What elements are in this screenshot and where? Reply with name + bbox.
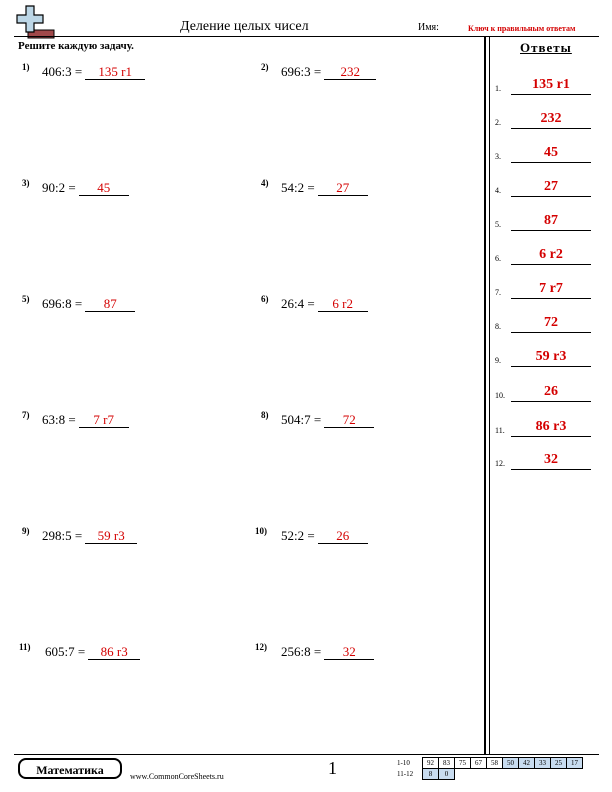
answer-key-item xyxy=(495,212,595,232)
problem-number: 8) xyxy=(261,410,269,420)
answer-key-item xyxy=(495,76,595,96)
answer-key-item xyxy=(495,383,595,403)
answer-key-value: 32 xyxy=(511,451,591,470)
answer-key-item xyxy=(495,418,595,438)
answer-field[interactable]: 87 xyxy=(85,297,135,312)
answer-key-item xyxy=(495,451,595,471)
answer-key-value: 6 r2 xyxy=(511,246,591,265)
problem-expression: 256:8 = xyxy=(281,644,322,659)
answer-key-number: 12. xyxy=(495,459,505,468)
score-cell: 42 xyxy=(519,758,535,769)
column-divider xyxy=(484,37,486,754)
problem-expression: 63:8 = xyxy=(42,412,76,427)
answer-field[interactable]: 7 r7 xyxy=(79,413,129,428)
score-row xyxy=(397,769,583,780)
problem-expression: 406:3 = xyxy=(42,64,83,79)
score-cell: 92 xyxy=(423,758,439,769)
answer-key-number: 5. xyxy=(495,220,501,229)
answer-key-item xyxy=(495,348,595,368)
score-row-label: 11-12 xyxy=(397,770,414,778)
problem-expression: 52:2 = xyxy=(281,528,315,543)
answer-key-number: 6. xyxy=(495,254,501,263)
answer-key-number: 10. xyxy=(495,391,505,400)
instructions: Решите каждую задачу. xyxy=(18,40,134,52)
answer-key-value: 87 xyxy=(511,212,591,231)
problem-number: 1) xyxy=(22,62,30,72)
problem-expression: 605:7 = xyxy=(45,644,86,659)
answer-field[interactable]: 135 r1 xyxy=(85,65,145,80)
answer-key-number: 8. xyxy=(495,322,501,331)
problem-number: 12) xyxy=(255,642,267,652)
score-cell: 58 xyxy=(487,758,503,769)
answer-field[interactable]: 6 r2 xyxy=(318,297,368,312)
problem-expression: 90:2 = xyxy=(42,180,76,195)
score-cell: 67 xyxy=(471,758,487,769)
answer-key-item xyxy=(495,178,595,198)
answer-field[interactable]: 86 r3 xyxy=(88,645,140,660)
score-row xyxy=(397,758,583,769)
answer-field[interactable]: 27 xyxy=(318,181,368,196)
answer-key-number: 9. xyxy=(495,356,501,365)
answer-field[interactable]: 59 r3 xyxy=(85,529,137,544)
answer-key-value: 59 r3 xyxy=(511,348,591,367)
answer-key-value: 26 xyxy=(511,383,591,402)
score-cell: 33 xyxy=(535,758,551,769)
score-cell: 0 xyxy=(439,769,455,780)
answer-key-value: 86 r3 xyxy=(511,418,591,437)
answer-key-item xyxy=(495,280,595,300)
score-cell: 83 xyxy=(439,758,455,769)
problem-number: 7) xyxy=(22,410,30,420)
name-label: Имя: xyxy=(418,22,439,33)
answer-key-label: Ключ к правильным ответам xyxy=(468,24,576,33)
answer-key-value: 27 xyxy=(511,178,591,197)
answer-key-number: 1. xyxy=(495,84,501,93)
page-number: 1 xyxy=(328,758,337,778)
answer-key-value: 135 r1 xyxy=(511,76,591,95)
worksheet-title: Деление целых чисел xyxy=(180,19,309,34)
problem-expression: 504:7 = xyxy=(281,412,322,427)
problem-expression: 54:2 = xyxy=(281,180,315,195)
answer-field[interactable]: 26 xyxy=(318,529,368,544)
problem-number: 9) xyxy=(22,526,30,536)
plus-logo-icon xyxy=(14,4,58,40)
score-cell: 17 xyxy=(567,758,583,769)
problem-number: 10) xyxy=(255,526,267,536)
answer-key-title: Ответы xyxy=(520,40,572,55)
answer-key-item xyxy=(495,246,595,266)
answer-key-number: 2. xyxy=(495,118,501,127)
score-cell: 25 xyxy=(551,758,567,769)
answer-key-value: 232 xyxy=(511,110,591,129)
answer-key-number: 11. xyxy=(495,426,505,435)
problem-expression: 26:4 = xyxy=(281,296,315,311)
answer-field[interactable]: 32 xyxy=(324,645,374,660)
answer-key-item xyxy=(495,144,595,164)
score-cell: 50 xyxy=(503,758,519,769)
header-divider xyxy=(14,36,599,37)
score-cell: 8 xyxy=(423,769,439,780)
problem-expression: 696:8 = xyxy=(42,296,83,311)
brand-badge: Математика xyxy=(18,758,122,779)
answer-key-number: 4. xyxy=(495,186,501,195)
score-row-label: 1-10 xyxy=(397,759,410,767)
problem-expression: 298:5 = xyxy=(42,528,83,543)
answer-key-item xyxy=(495,314,595,334)
answer-key-value: 7 r7 xyxy=(511,280,591,299)
problem-number: 11) xyxy=(19,642,31,652)
column-divider xyxy=(489,37,490,754)
answer-key-number: 3. xyxy=(495,152,501,161)
score-table xyxy=(397,757,583,780)
problem-number: 6) xyxy=(261,294,269,304)
answer-key-value: 45 xyxy=(511,144,591,163)
problem-number: 2) xyxy=(261,62,269,72)
answer-key-item xyxy=(495,110,595,130)
problem-expression: 696:3 = xyxy=(281,64,322,79)
footer-divider xyxy=(14,754,599,755)
answer-field[interactable]: 232 xyxy=(324,65,376,80)
answer-key-number: 7. xyxy=(495,288,501,297)
score-cell: 75 xyxy=(455,758,471,769)
problem-number: 4) xyxy=(261,178,269,188)
problem-number: 3) xyxy=(22,178,30,188)
answer-field[interactable]: 45 xyxy=(79,181,129,196)
problem-number: 5) xyxy=(22,294,30,304)
site-link[interactable]: www.CommonCoreSheets.ru xyxy=(130,772,224,781)
answer-field[interactable]: 72 xyxy=(324,413,374,428)
answer-key-value: 72 xyxy=(511,314,591,333)
